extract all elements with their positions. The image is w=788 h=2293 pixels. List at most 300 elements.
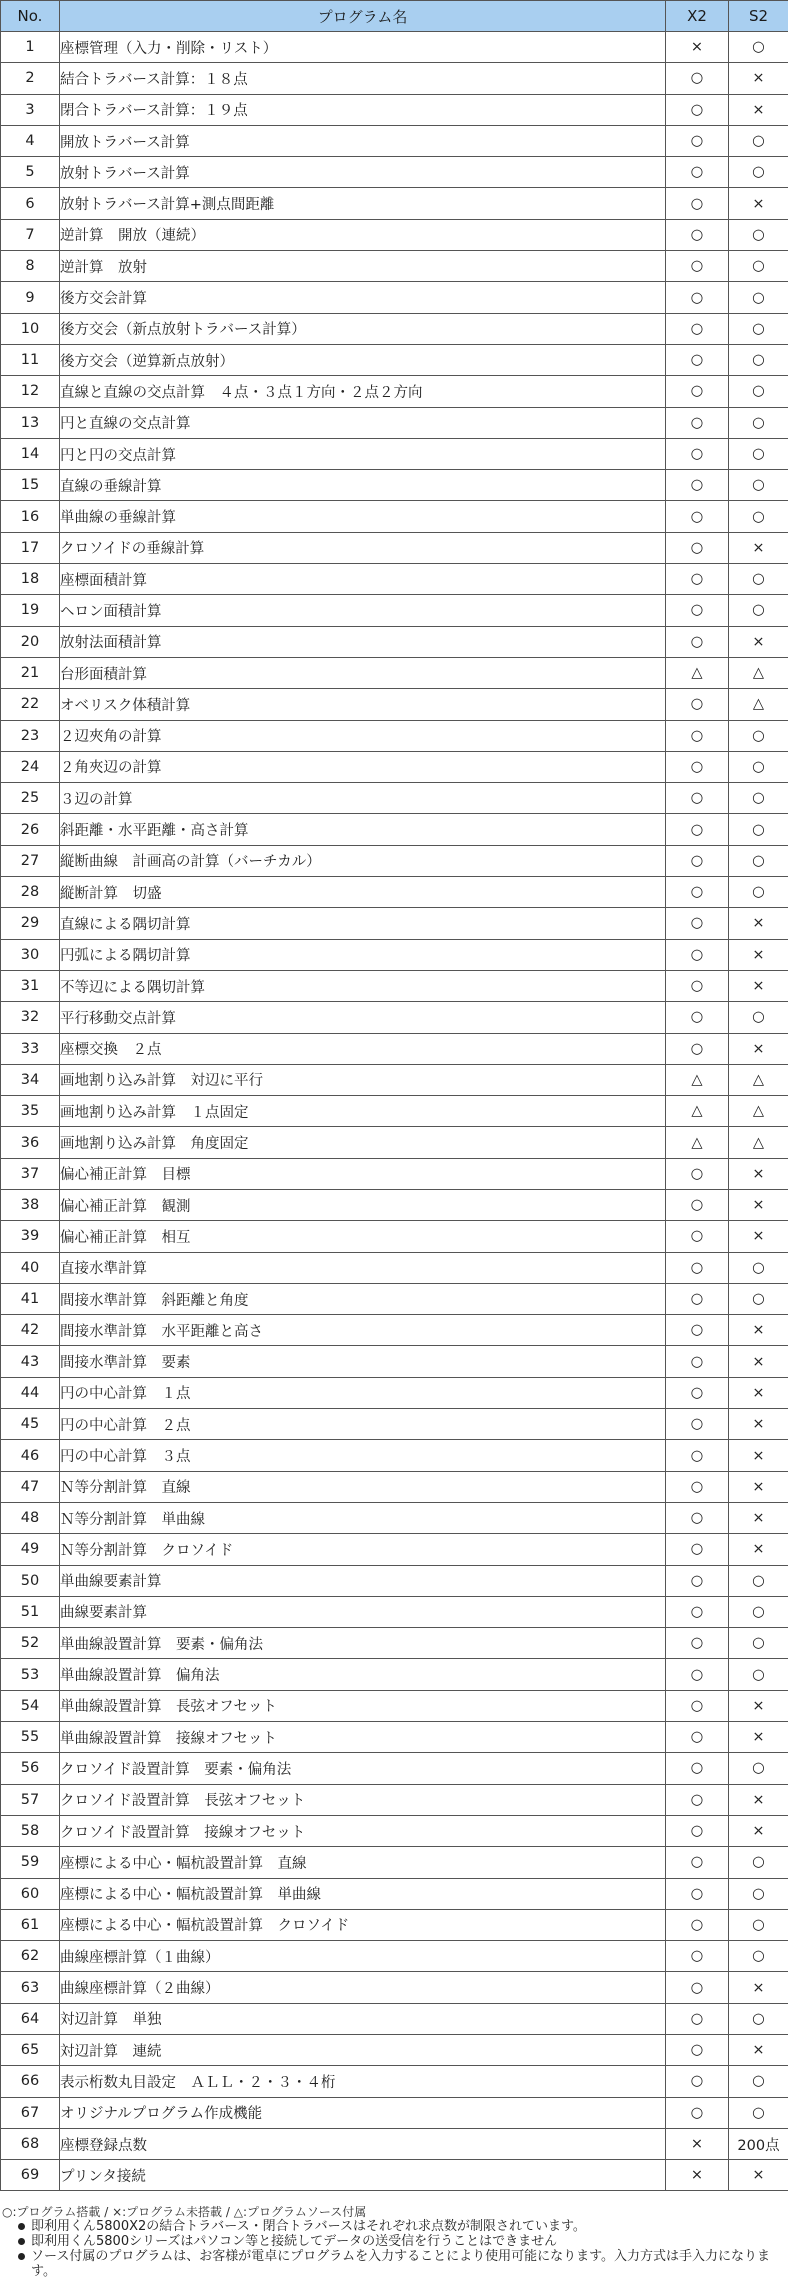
program-name: ヘロン面積計算 <box>60 595 666 626</box>
row-number: 4 <box>1 125 60 156</box>
program-name: 円の中心計算 ３点 <box>60 1440 666 1471</box>
row-number: 51 <box>1 1596 60 1627</box>
x2-availability: ○ <box>666 564 729 595</box>
s2-availability: ○ <box>729 1596 788 1627</box>
table-row <box>1 595 788 626</box>
row-number: 5 <box>1 157 60 188</box>
table-row <box>1 1847 788 1878</box>
row-number: 43 <box>1 1346 60 1377</box>
program-name: 画地割り込み計算 角度固定 <box>60 1127 666 1158</box>
table-row <box>1 251 788 282</box>
program-name: 後方交会計算 <box>60 282 666 313</box>
s2-availability: △ <box>729 1127 788 1158</box>
s2-availability: × <box>729 908 788 939</box>
program-name: 曲線要素計算 <box>60 1596 666 1627</box>
table-row <box>1 1440 788 1471</box>
s2-availability: × <box>729 188 788 219</box>
row-number: 60 <box>1 1878 60 1909</box>
table-row <box>1 407 788 438</box>
s2-availability: × <box>729 1534 788 1565</box>
s2-availability: ○ <box>729 251 788 282</box>
x2-availability: △ <box>666 1064 729 1095</box>
x2-availability: ○ <box>666 1815 729 1846</box>
row-number: 67 <box>1 2097 60 2128</box>
s2-availability: ○ <box>729 783 788 814</box>
row-number: 1 <box>1 32 60 63</box>
x2-availability: ○ <box>666 2066 729 2097</box>
program-name: 台形面積計算 <box>60 657 666 688</box>
program-name: 対辺計算 連続 <box>60 2035 666 2066</box>
table-body <box>1 32 788 2191</box>
table-row <box>1 532 788 563</box>
program-name: 直線の垂線計算 <box>60 470 666 501</box>
row-number: 25 <box>1 783 60 814</box>
program-name: 放射トラバース計算+測点間距離 <box>60 188 666 219</box>
s2-availability: ○ <box>729 125 788 156</box>
s2-availability: ○ <box>729 1659 788 1690</box>
x2-availability: ○ <box>666 2035 729 2066</box>
x2-availability: ○ <box>666 470 729 501</box>
note-item: ソース付属のプログラムは、お客様が電卓にプログラムを入力することにより使用可能になります。入力方式は手入力になります。 <box>16 2249 788 2279</box>
table-row <box>1 1596 788 1627</box>
row-number: 39 <box>1 1221 60 1252</box>
s2-availability: × <box>729 626 788 657</box>
program-name: 単曲線の垂線計算 <box>60 501 666 532</box>
x2-availability: ○ <box>666 845 729 876</box>
x2-availability: ○ <box>666 1628 729 1659</box>
row-number: 3 <box>1 94 60 125</box>
program-name: 放射法面積計算 <box>60 626 666 657</box>
table-row <box>1 1189 788 1220</box>
program-name: 結合トラバース計算：１８点 <box>60 63 666 94</box>
row-number: 9 <box>1 282 60 313</box>
program-name: 画地割り込み計算 １点固定 <box>60 1096 666 1127</box>
program-name: 座標面積計算 <box>60 564 666 595</box>
row-number: 44 <box>1 1377 60 1408</box>
program-name: 後方交会（逆算新点放射） <box>60 344 666 375</box>
row-number: 6 <box>1 188 60 219</box>
s2-availability: ○ <box>729 219 788 250</box>
s2-availability: ○ <box>729 32 788 63</box>
s2-availability: ○ <box>729 1909 788 1940</box>
note-item: 即利用くん5800シリーズはパソコン等と接続してデータの送受信を行うことはできません <box>16 2234 788 2249</box>
x2-availability: ○ <box>666 157 729 188</box>
row-number: 59 <box>1 1847 60 1878</box>
row-number: 13 <box>1 407 60 438</box>
row-number: 68 <box>1 2128 60 2159</box>
s2-availability: × <box>729 1722 788 1753</box>
table-row <box>1 814 788 845</box>
s2-availability: × <box>729 94 788 125</box>
row-number: 35 <box>1 1096 60 1127</box>
program-name: 偏心補正計算 目標 <box>60 1158 666 1189</box>
notes-section <box>0 2205 788 2279</box>
row-number: 7 <box>1 219 60 250</box>
x2-availability: ○ <box>666 501 729 532</box>
table-row <box>1 939 788 970</box>
row-number: 37 <box>1 1158 60 1189</box>
table-row <box>1 1909 788 1940</box>
x2-availability: ○ <box>666 1847 729 1878</box>
table-row <box>1 2066 788 2097</box>
s2-availability: △ <box>729 1096 788 1127</box>
table-row <box>1 1127 788 1158</box>
x2-availability: ○ <box>666 1565 729 1596</box>
s2-availability: × <box>729 1440 788 1471</box>
s2-availability: ○ <box>729 2097 788 2128</box>
program-name: 単曲線設置計算 長弦オフセット <box>60 1690 666 1721</box>
column-header-no: No. <box>1 1 60 32</box>
table-row <box>1 438 788 469</box>
x2-availability: △ <box>666 1096 729 1127</box>
row-number: 27 <box>1 845 60 876</box>
table-row <box>1 219 788 250</box>
s2-availability: × <box>729 1690 788 1721</box>
x2-availability: ○ <box>666 1878 729 1909</box>
s2-availability: △ <box>729 1064 788 1095</box>
table-row <box>1 626 788 657</box>
s2-availability: × <box>729 1221 788 1252</box>
table-row <box>1 877 788 908</box>
row-number: 48 <box>1 1502 60 1533</box>
s2-availability: ○ <box>729 344 788 375</box>
program-name: クロソイドの垂線計算 <box>60 532 666 563</box>
table-row <box>1 970 788 1001</box>
table-row <box>1 2035 788 2066</box>
x2-availability: △ <box>666 1127 729 1158</box>
program-name: 座標交換 ２点 <box>60 1033 666 1064</box>
table-row <box>1 689 788 720</box>
row-number: 69 <box>1 2160 60 2191</box>
program-name: 対辺計算 単独 <box>60 2003 666 2034</box>
program-name: 円弧による隅切計算 <box>60 939 666 970</box>
program-name: 座標による中心・幅杭設置計算 直線 <box>60 1847 666 1878</box>
program-name: 平行移動交点計算 <box>60 1002 666 1033</box>
row-number: 40 <box>1 1252 60 1283</box>
x2-availability: ○ <box>666 251 729 282</box>
s2-availability: ○ <box>729 407 788 438</box>
row-number: 36 <box>1 1127 60 1158</box>
row-number: 41 <box>1 1283 60 1314</box>
x2-availability: ○ <box>666 1315 729 1346</box>
table-row <box>1 657 788 688</box>
x2-availability: ○ <box>666 344 729 375</box>
program-name: 間接水準計算 斜距離と角度 <box>60 1283 666 1314</box>
row-number: 10 <box>1 313 60 344</box>
row-number: 22 <box>1 689 60 720</box>
row-number: 23 <box>1 720 60 751</box>
s2-availability: × <box>729 1158 788 1189</box>
s2-availability: △ <box>729 657 788 688</box>
x2-availability: ○ <box>666 1722 729 1753</box>
x2-availability: ○ <box>666 1189 729 1220</box>
table-row <box>1 1722 788 1753</box>
table-row <box>1 1471 788 1502</box>
x2-availability: ○ <box>666 877 729 908</box>
x2-availability: ○ <box>666 720 729 751</box>
table-row <box>1 2128 788 2159</box>
x2-availability: ○ <box>666 1690 729 1721</box>
row-number: 21 <box>1 657 60 688</box>
program-name: 円の中心計算 ２点 <box>60 1409 666 1440</box>
x2-availability: ○ <box>666 1909 729 1940</box>
program-name: 座標による中心・幅杭設置計算 クロソイド <box>60 1909 666 1940</box>
program-name: クロソイド設置計算 長弦オフセット <box>60 1784 666 1815</box>
s2-availability: ○ <box>729 2003 788 2034</box>
x2-availability: ○ <box>666 1346 729 1377</box>
s2-availability: × <box>729 1972 788 2003</box>
table-row <box>1 1096 788 1127</box>
s2-availability: ○ <box>729 438 788 469</box>
s2-availability: ○ <box>729 1002 788 1033</box>
program-name: 座標による中心・幅杭設置計算 単曲線 <box>60 1878 666 1909</box>
program-name: 表示桁数丸目設定 ＡＬＬ・２・３・４桁 <box>60 2066 666 2097</box>
x2-availability: ○ <box>666 313 729 344</box>
x2-availability: △ <box>666 657 729 688</box>
s2-availability: ○ <box>729 282 788 313</box>
x2-availability: ○ <box>666 1221 729 1252</box>
s2-availability: ○ <box>729 751 788 782</box>
table-row <box>1 1346 788 1377</box>
table-row <box>1 282 788 313</box>
row-number: 29 <box>1 908 60 939</box>
program-name: 曲線座標計算（２曲線） <box>60 1972 666 2003</box>
program-name: Ｎ等分割計算 クロソイド <box>60 1534 666 1565</box>
x2-availability: ○ <box>666 1502 729 1533</box>
row-number: 54 <box>1 1690 60 1721</box>
program-name: 逆計算 放射 <box>60 251 666 282</box>
program-name: ２角夾辺の計算 <box>60 751 666 782</box>
x2-availability: ○ <box>666 2097 729 2128</box>
x2-availability: ○ <box>666 1972 729 2003</box>
x2-availability: ○ <box>666 1283 729 1314</box>
row-number: 49 <box>1 1534 60 1565</box>
s2-availability: × <box>729 532 788 563</box>
program-name: 曲線座標計算（１曲線） <box>60 1941 666 1972</box>
x2-availability: ○ <box>666 783 729 814</box>
row-number: 30 <box>1 939 60 970</box>
row-number: 33 <box>1 1033 60 1064</box>
s2-availability: × <box>729 1377 788 1408</box>
table-row <box>1 32 788 63</box>
s2-availability: × <box>729 2035 788 2066</box>
x2-availability: ○ <box>666 2003 729 2034</box>
x2-availability: ○ <box>666 595 729 626</box>
x2-availability: ○ <box>666 1033 729 1064</box>
row-number: 66 <box>1 2066 60 2097</box>
row-number: 52 <box>1 1628 60 1659</box>
row-number: 8 <box>1 251 60 282</box>
s2-availability: ○ <box>729 595 788 626</box>
table-row <box>1 1972 788 2003</box>
s2-availability: × <box>729 2160 788 2191</box>
s2-availability: × <box>729 1189 788 1220</box>
program-name: クロソイド設置計算 接線オフセット <box>60 1815 666 1846</box>
program-name: 円と円の交点計算 <box>60 438 666 469</box>
row-number: 63 <box>1 1972 60 2003</box>
s2-availability: × <box>729 1471 788 1502</box>
x2-availability: ○ <box>666 282 729 313</box>
program-name: 斜距離・水平距離・高さ計算 <box>60 814 666 845</box>
table-row <box>1 188 788 219</box>
x2-availability: ○ <box>666 125 729 156</box>
program-name: 直接水準計算 <box>60 1252 666 1283</box>
table-row <box>1 1565 788 1596</box>
program-name: 単曲線要素計算 <box>60 1565 666 1596</box>
table-row <box>1 2097 788 2128</box>
s2-availability: ○ <box>729 157 788 188</box>
column-header-s2: S2 <box>729 1 788 32</box>
program-name: 偏心補正計算 相互 <box>60 1221 666 1252</box>
table-row <box>1 2160 788 2191</box>
row-number: 62 <box>1 1941 60 1972</box>
row-number: 18 <box>1 564 60 595</box>
program-name: 不等辺による隅切計算 <box>60 970 666 1001</box>
s2-availability: ○ <box>729 313 788 344</box>
s2-availability: × <box>729 63 788 94</box>
s2-availability: ○ <box>729 501 788 532</box>
table-row <box>1 125 788 156</box>
s2-availability: ○ <box>729 564 788 595</box>
program-name: プリンタ接続 <box>60 2160 666 2191</box>
x2-availability: ○ <box>666 1409 729 1440</box>
x2-availability: ○ <box>666 751 729 782</box>
program-name: 間接水準計算 要素 <box>60 1346 666 1377</box>
row-number: 12 <box>1 376 60 407</box>
program-name: 開放トラバース計算 <box>60 125 666 156</box>
x2-availability: ○ <box>666 1534 729 1565</box>
s2-availability: × <box>729 1033 788 1064</box>
table-header-row <box>1 1 788 32</box>
row-number: 45 <box>1 1409 60 1440</box>
x2-availability: ○ <box>666 1440 729 1471</box>
table-row <box>1 1690 788 1721</box>
program-name: 座標管理（入力・削除・リスト） <box>60 32 666 63</box>
row-number: 65 <box>1 2035 60 2066</box>
x2-availability: ○ <box>666 376 729 407</box>
s2-availability: ○ <box>729 376 788 407</box>
x2-availability: ○ <box>666 1596 729 1627</box>
s2-availability: × <box>729 1315 788 1346</box>
x2-availability: ○ <box>666 407 729 438</box>
row-number: 42 <box>1 1315 60 1346</box>
row-number: 32 <box>1 1002 60 1033</box>
s2-availability: ○ <box>729 470 788 501</box>
table-row <box>1 63 788 94</box>
table-row <box>1 313 788 344</box>
row-number: 53 <box>1 1659 60 1690</box>
table-row <box>1 1158 788 1189</box>
s2-availability: × <box>729 939 788 970</box>
column-header-x2: X2 <box>666 1 729 32</box>
column-header-program-name: プログラム名 <box>60 1 666 32</box>
table-row <box>1 376 788 407</box>
table-row <box>1 1033 788 1064</box>
program-name: 単曲線設置計算 偏角法 <box>60 1659 666 1690</box>
program-name: 画地割り込み計算 対辺に平行 <box>60 1064 666 1095</box>
note-item: 即利用くん5800X2の結合トラバース・閉合トラバースはそれぞれ求点数が制限されています。 <box>16 2219 788 2234</box>
program-name: Ｎ等分割計算 単曲線 <box>60 1502 666 1533</box>
row-number: 11 <box>1 344 60 375</box>
row-number: 34 <box>1 1064 60 1095</box>
row-number: 57 <box>1 1784 60 1815</box>
x2-availability: ○ <box>666 63 729 94</box>
table-row <box>1 470 788 501</box>
x2-availability: × <box>666 2128 729 2159</box>
program-name: ２辺夾角の計算 <box>60 720 666 751</box>
table-row <box>1 2003 788 2034</box>
x2-availability: ○ <box>666 1252 729 1283</box>
program-name: 逆計算 開放（連続） <box>60 219 666 250</box>
row-number: 28 <box>1 877 60 908</box>
program-name: 閉合トラバース計算：１９点 <box>60 94 666 125</box>
row-number: 50 <box>1 1565 60 1596</box>
table-row <box>1 908 788 939</box>
program-name: 偏心補正計算 観測 <box>60 1189 666 1220</box>
row-number: 17 <box>1 532 60 563</box>
row-number: 24 <box>1 751 60 782</box>
row-number: 20 <box>1 626 60 657</box>
x2-availability: ○ <box>666 626 729 657</box>
table-row <box>1 751 788 782</box>
table-row <box>1 344 788 375</box>
x2-availability: ○ <box>666 438 729 469</box>
program-name: 座標登録点数 <box>60 2128 666 2159</box>
s2-availability: × <box>729 1815 788 1846</box>
s2-availability: ○ <box>729 877 788 908</box>
x2-availability: ○ <box>666 1377 729 1408</box>
table-row <box>1 845 788 876</box>
x2-availability: ○ <box>666 1471 729 1502</box>
row-number: 47 <box>1 1471 60 1502</box>
program-name: 単曲線設置計算 要素・偏角法 <box>60 1628 666 1659</box>
table-row <box>1 1628 788 1659</box>
row-number: 26 <box>1 814 60 845</box>
x2-availability: ○ <box>666 1158 729 1189</box>
program-name: 間接水準計算 水平距離と高さ <box>60 1315 666 1346</box>
row-number: 15 <box>1 470 60 501</box>
s2-availability: ○ <box>729 1941 788 1972</box>
s2-availability: ○ <box>729 720 788 751</box>
x2-availability: ○ <box>666 908 729 939</box>
s2-availability: 200点 <box>729 2128 788 2159</box>
s2-availability: ○ <box>729 1753 788 1784</box>
x2-availability: ○ <box>666 1784 729 1815</box>
program-name: 単曲線設置計算 接線オフセット <box>60 1722 666 1753</box>
x2-availability: × <box>666 2160 729 2191</box>
s2-availability: × <box>729 1409 788 1440</box>
x2-availability: ○ <box>666 970 729 1001</box>
s2-availability: ○ <box>729 1565 788 1596</box>
x2-availability: ○ <box>666 1941 729 1972</box>
table-row <box>1 1064 788 1095</box>
s2-availability: ○ <box>729 1878 788 1909</box>
row-number: 14 <box>1 438 60 469</box>
table-row <box>1 1941 788 1972</box>
row-number: 61 <box>1 1909 60 1940</box>
s2-availability: ○ <box>729 1252 788 1283</box>
row-number: 58 <box>1 1815 60 1846</box>
program-name: 縦断計算 切盛 <box>60 877 666 908</box>
table-row <box>1 1534 788 1565</box>
table-row <box>1 1659 788 1690</box>
s2-availability: △ <box>729 689 788 720</box>
row-number: 16 <box>1 501 60 532</box>
table-row <box>1 94 788 125</box>
program-name: 放射トラバース計算 <box>60 157 666 188</box>
x2-availability: ○ <box>666 532 729 563</box>
program-name: クロソイド設置計算 要素・偏角法 <box>60 1753 666 1784</box>
